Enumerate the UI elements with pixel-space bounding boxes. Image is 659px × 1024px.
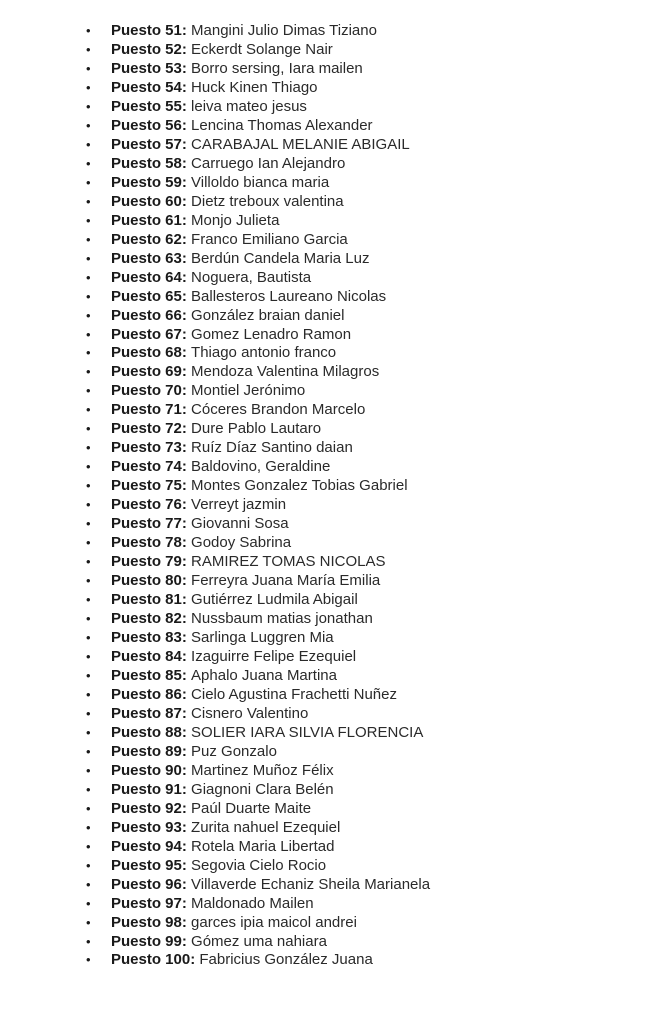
student-name: Gómez uma nahiara [191, 932, 327, 950]
list-item [86, 136, 646, 155]
list-item [86, 705, 646, 724]
position-label: Puesto 79: [111, 553, 192, 571]
list-item [86, 458, 646, 477]
position-label: Puesto 56: [111, 116, 192, 134]
list-item [86, 933, 646, 952]
list-item [86, 857, 646, 876]
bullet-icon: • [86, 648, 91, 664]
bullet-icon: • [86, 952, 91, 968]
bullet-icon: • [86, 269, 91, 285]
bullet-icon: • [86, 250, 91, 266]
student-name: CARABAJAL MELANIE ABIGAIL [191, 135, 410, 153]
list-item [86, 876, 646, 895]
position-label: Puesto 82: [111, 610, 192, 628]
bullet-icon: • [86, 459, 91, 475]
position-label: Puesto 66: [111, 306, 192, 324]
student-name: Ballesteros Laureano Nicolas [191, 287, 387, 305]
position-label: Puesto 67: [111, 325, 192, 343]
student-name: Ferreyra Juana María Emilia [191, 572, 381, 590]
student-name: Borro sersing, Iara mailen [191, 59, 363, 77]
student-name: Montiel Jerónimo [191, 382, 306, 400]
bullet-icon: • [86, 23, 91, 38]
student-name: Dietz treboux valentina [191, 192, 344, 210]
position-label: Puesto 84: [111, 647, 192, 665]
student-name: leiva mateo jesus [191, 97, 307, 115]
list-item [86, 914, 646, 933]
student-name: Thiago antonio franco [191, 344, 337, 362]
bullet-icon: • [86, 174, 91, 190]
list-item [86, 439, 646, 458]
list-item [86, 382, 646, 401]
position-label: Puesto 51: [111, 22, 192, 39]
list-item [86, 269, 646, 288]
list-item [86, 155, 646, 174]
position-label: Puesto 55: [111, 97, 192, 115]
student-name: Ruíz Díaz Santino daian [191, 439, 353, 457]
bullet-icon: • [86, 516, 91, 532]
bullet-icon: • [86, 781, 91, 797]
student-name: Huck Kinen Thiago [191, 78, 318, 96]
position-label: Puesto 97: [111, 894, 192, 912]
position-label: Puesto 58: [111, 154, 192, 172]
position-label: Puesto 63: [111, 249, 192, 267]
bullet-icon: • [86, 914, 91, 930]
position-label: Puesto 70: [111, 382, 192, 400]
bullet-icon: • [86, 288, 91, 304]
bullet-icon: • [86, 611, 91, 627]
student-name: Zurita nahuel Ezequiel [191, 818, 341, 836]
position-label: Puesto 52: [111, 40, 192, 58]
student-name: González braian daniel [191, 306, 345, 324]
bullet-icon: • [86, 554, 91, 570]
position-label: Puesto 61: [111, 211, 192, 229]
position-label: Puesto 100: [111, 951, 200, 969]
list-item [86, 307, 646, 326]
student-name: Cielo Agustina Frachetti Nuñez [191, 685, 397, 703]
student-name: Gutiérrez Ludmila Abigail [191, 591, 358, 609]
list-item [86, 743, 646, 762]
list-item [86, 591, 646, 610]
student-name: Cisnero Valentino [191, 704, 309, 722]
bullet-icon: • [86, 895, 91, 911]
bullet-icon: • [86, 383, 91, 399]
bullet-icon: • [86, 933, 91, 949]
list-item [86, 819, 646, 838]
position-label: Puesto 59: [111, 173, 192, 191]
position-label: Puesto 77: [111, 515, 192, 533]
position-label: Puesto 64: [111, 268, 192, 286]
list-item [86, 781, 646, 800]
position-label: Puesto 90: [111, 761, 192, 779]
position-label: Puesto 87: [111, 704, 192, 722]
bullet-icon: • [86, 592, 91, 608]
student-name: Lencina Thomas Alexander [191, 116, 373, 134]
position-label: Puesto 95: [111, 856, 192, 874]
position-label: Puesto 69: [111, 363, 192, 381]
list-item [86, 79, 646, 98]
student-name: Mangini Julio Dimas Tiziano [191, 22, 377, 39]
list-item [86, 648, 646, 667]
student-name: Godoy Sabrina [191, 534, 292, 552]
position-label: Puesto 53: [111, 59, 192, 77]
position-label: Puesto 78: [111, 534, 192, 552]
position-label: Puesto 80: [111, 572, 192, 590]
position-label: Puesto 88: [111, 723, 192, 741]
student-name: Fabricius González Juana [199, 951, 373, 969]
list-item [86, 951, 646, 970]
student-name: Puz Gonzalo [191, 742, 277, 760]
list-item [86, 401, 646, 420]
list-item [86, 477, 646, 496]
student-name: garces ipia maicol andrei [191, 913, 357, 931]
position-label: Puesto 83: [111, 629, 192, 646]
list-item [86, 534, 646, 553]
position-label: Puesto 71: [111, 401, 192, 419]
bullet-icon: • [86, 60, 91, 76]
student-name: Montes Gonzalez Tobias Gabriel [191, 477, 408, 495]
list-item [86, 250, 646, 269]
position-label: Puesto 54: [111, 78, 192, 96]
bullet-icon: • [86, 421, 91, 437]
list-item [86, 60, 646, 79]
student-name: Giovanni Sosa [191, 515, 289, 533]
student-name: Berdún Candela Maria Luz [191, 249, 370, 267]
bullet-icon: • [86, 705, 91, 721]
position-label: Puesto 74: [111, 458, 192, 476]
bullet-icon: • [86, 79, 91, 95]
position-label: Puesto 89: [111, 742, 192, 760]
position-label: Puesto 85: [111, 666, 192, 684]
list-item [86, 686, 646, 705]
list-item [86, 610, 646, 629]
bullet-icon: • [86, 762, 91, 778]
list-item [86, 667, 646, 686]
list-item [86, 41, 646, 60]
student-name: Sarlinga Luggren Mia [191, 629, 334, 646]
position-label: Puesto 57: [111, 135, 192, 153]
list-item [86, 629, 646, 648]
student-name: Mendoza Valentina Milagros [191, 363, 380, 381]
position-label: Puesto 99: [111, 932, 192, 950]
list-item [86, 326, 646, 345]
student-name: Villaverde Echaniz Sheila Marianela [191, 875, 431, 893]
student-name: Dure Pablo Lautaro [191, 420, 322, 438]
list-item [86, 838, 646, 857]
bullet-icon: • [86, 117, 91, 133]
student-name: Monjo Julieta [191, 211, 280, 229]
bullet-icon: • [86, 136, 91, 152]
bullet-icon: • [86, 155, 91, 171]
list-item [86, 117, 646, 136]
bullet-icon: • [86, 478, 91, 494]
position-label: Puesto 60: [111, 192, 192, 210]
list-item [86, 553, 646, 572]
position-label: Puesto 76: [111, 496, 192, 514]
list-item [86, 724, 646, 743]
student-name: Martinez Muñoz Félix [191, 761, 334, 779]
bullet-icon: • [86, 307, 91, 323]
bullet-icon: • [86, 41, 91, 57]
student-name: Baldovino, Geraldine [191, 458, 331, 476]
bullet-icon: • [86, 819, 91, 835]
position-label: Puesto 75: [111, 477, 192, 495]
bullet-icon: • [86, 876, 91, 892]
list-item [86, 762, 646, 781]
list-item [86, 193, 646, 212]
student-name: SOLIER IARA SILVIA FLORENCIA [191, 723, 424, 741]
position-label: Puesto 65: [111, 287, 192, 305]
bullet-icon: • [86, 193, 91, 209]
bullet-icon: • [86, 800, 91, 816]
student-name: Segovia Cielo Rocio [191, 856, 327, 874]
bullet-icon: • [86, 667, 91, 683]
bullet-icon: • [86, 497, 91, 513]
student-name: Maldonado Mailen [191, 894, 314, 912]
bullet-icon: • [86, 364, 91, 380]
position-label: Puesto 92: [111, 799, 192, 817]
list-item [86, 572, 646, 591]
bullet-icon: • [86, 857, 91, 873]
list-item [86, 98, 646, 117]
bullet-icon: • [86, 231, 91, 247]
position-label: Puesto 86: [111, 685, 192, 703]
student-name: Aphalo Juana Martina [191, 666, 337, 684]
bullet-icon: • [86, 440, 91, 456]
student-name: Noguera, Bautista [191, 268, 312, 286]
position-label: Puesto 91: [111, 780, 192, 798]
student-name: Rotela Maria Libertad [191, 837, 335, 855]
list-item [86, 22, 646, 41]
bullet-icon: • [86, 535, 91, 551]
ranking-list [86, 22, 646, 970]
student-name: Izaguirre Felipe Ezequiel [191, 647, 357, 665]
student-name: Carruego Ian Alejandro [191, 154, 346, 172]
student-name: Cóceres Brandon Marcelo [191, 401, 366, 419]
bullet-icon: • [86, 724, 91, 740]
position-label: Puesto 81: [111, 591, 192, 609]
list-item [86, 800, 646, 819]
student-name: Paúl Duarte Maite [191, 799, 312, 817]
position-label: Puesto 73: [111, 439, 192, 457]
bullet-icon: • [86, 573, 91, 589]
position-label: Puesto 93: [111, 818, 192, 836]
position-label: Puesto 96: [111, 875, 192, 893]
bullet-icon: • [86, 838, 91, 854]
bullet-icon: • [86, 326, 91, 342]
position-label: Puesto 94: [111, 837, 192, 855]
list-item [86, 363, 646, 382]
bullet-icon: • [86, 345, 91, 361]
list-item [86, 420, 646, 439]
student-name: Giagnoni Clara Belén [191, 780, 334, 798]
student-name: Eckerdt Solange Nair [191, 40, 333, 58]
list-item [86, 288, 646, 307]
student-name: Nussbaum matias jonathan [191, 610, 373, 628]
list-item [86, 515, 646, 534]
position-label: Puesto 72: [111, 420, 192, 438]
bullet-icon: • [86, 402, 91, 418]
student-name: Franco Emiliano Garcia [191, 230, 348, 248]
bullet-icon: • [86, 98, 91, 114]
student-name: Gomez Lenadro Ramon [191, 325, 352, 343]
position-label: Puesto 98: [111, 913, 192, 931]
student-name: Verreyt jazmin [191, 496, 287, 514]
list-item [86, 174, 646, 193]
list-item [86, 231, 646, 250]
list-item [86, 895, 646, 914]
position-label: Puesto 62: [111, 230, 192, 248]
bullet-icon: • [86, 212, 91, 228]
student-name: RAMIREZ TOMAS NICOLAS [191, 553, 386, 571]
list-item [86, 212, 646, 231]
bullet-icon: • [86, 743, 91, 759]
list-item [86, 496, 646, 515]
bullet-icon: • [86, 686, 91, 702]
bullet-icon: • [86, 630, 91, 645]
position-label: Puesto 68: [111, 344, 192, 362]
list-item [86, 344, 646, 363]
student-name: Villoldo bianca maria [191, 173, 330, 191]
